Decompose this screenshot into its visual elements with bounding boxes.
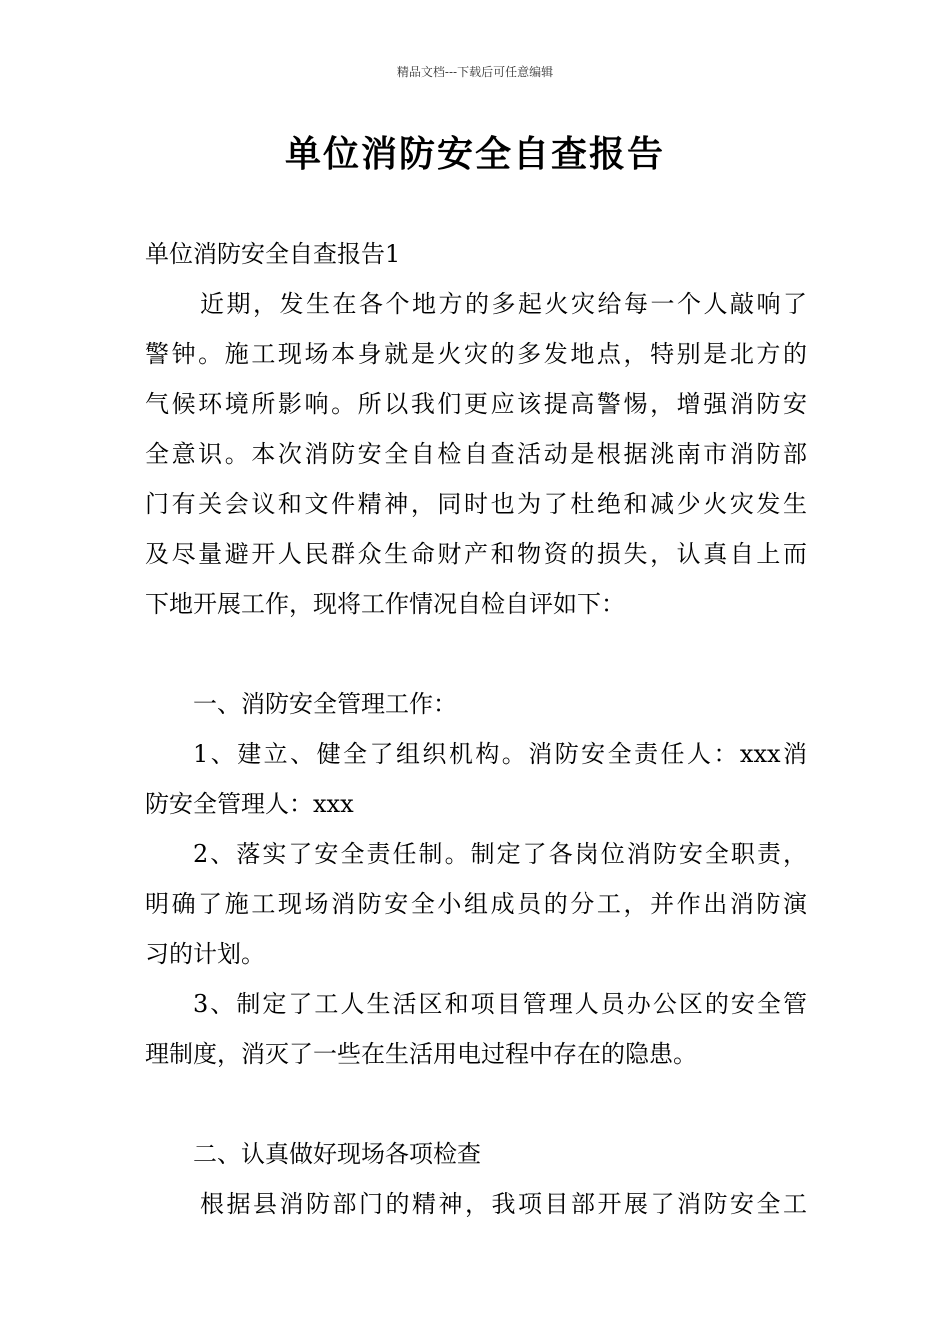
page-header: 精品文档---下载后可任意编辑 — [396, 65, 554, 79]
list-item-line: 防安全管理人：xxx — [145, 790, 354, 818]
paragraph-line: 警钟。施工现场本身就是火灾的多发地点，特别是北方的 — [145, 340, 807, 368]
section-heading: 一、消防安全管理工作： — [193, 690, 457, 718]
paragraph-line: 下地开展工作，现将工作情况自检自评如下： — [145, 590, 625, 618]
list-item-line: 理制度，消灭了一些在生活用电过程中存在的隐患。 — [145, 1040, 697, 1068]
paragraph-line: 全意识。本次消防安全自检自查活动是根据洮南市消防部 — [145, 440, 807, 468]
spacer — [145, 629, 807, 679]
paragraph-line: 气候环境所影响。所以我们更应该提高警惕，增强消防安 — [145, 390, 807, 418]
list-item-line: 明确了施工现场消防安全小组成员的分工，并作出消防演 — [145, 890, 807, 918]
list-item-line: 2、落实了安全责任制。制定了各岗位消防安全职责， — [193, 840, 807, 868]
list-item-line: 3、制定了工人生活区和项目管理人员办公区的安全管 — [193, 990, 807, 1018]
section-subtitle: 单位消防安全自查报告1 — [145, 240, 401, 268]
document-title: 单位消防安全自查报告 — [284, 134, 665, 175]
paragraph-line: 根据县消防部门的精神，我项目部开展了消防安全工 — [200, 1190, 807, 1218]
list-item-line: 1、建立、健全了组织机构。消防安全责任人：xxx消 — [193, 740, 807, 768]
list-item-line: 习的计划。 — [145, 940, 265, 968]
paragraph-line: 近期，发生在各个地方的多起火灾给每一个人敲响了 — [200, 290, 807, 318]
section-heading: 二、认真做好现场各项检查 — [193, 1140, 481, 1168]
document-body — [145, 229, 807, 1229]
paragraph-line: 门有关会议和文件精神，同时也为了杜绝和减少火灾发生 — [145, 490, 807, 518]
spacer — [145, 1079, 807, 1129]
paragraph-line: 及尽量避开人民群众生命财产和物资的损失，认真自上而 — [145, 540, 807, 568]
